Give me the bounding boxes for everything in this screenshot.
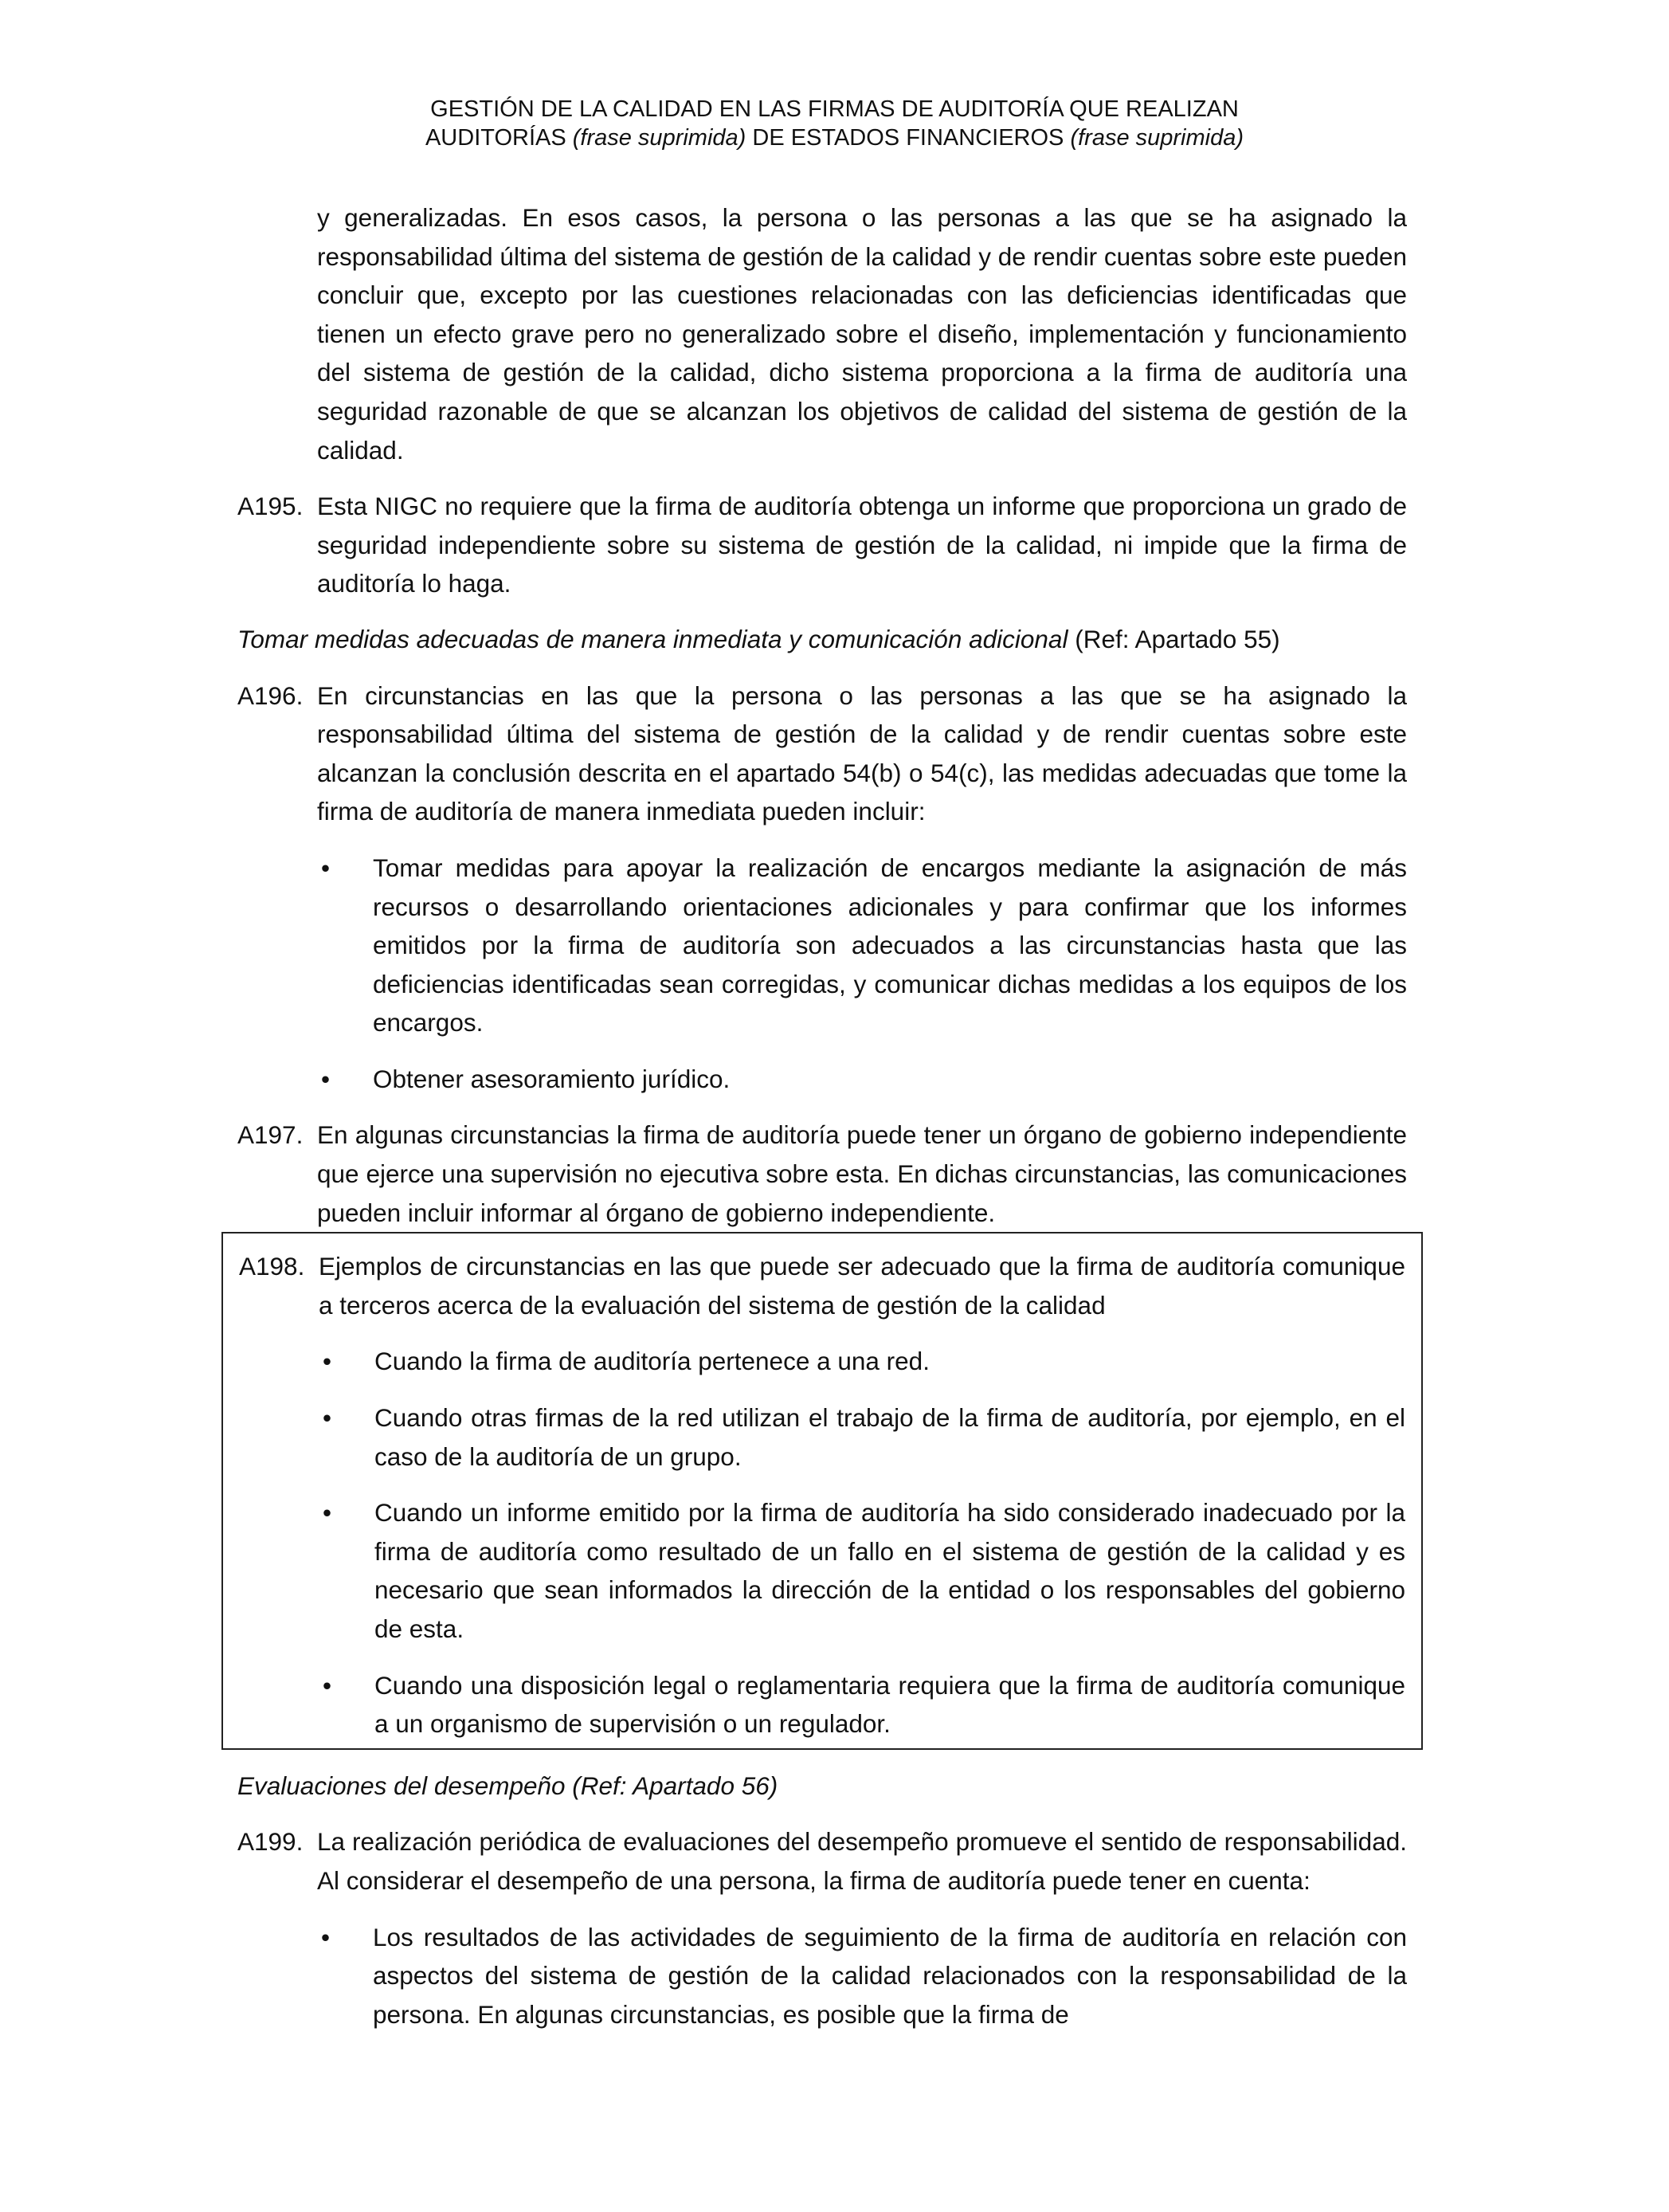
list-item-text: Obtener asesoramiento jurídico. (373, 1064, 731, 1093)
list-item-text: Cuando un informe emitido por la firma de auditoría ha sido considerado inadecuado por la firma de auditoría como resultado de un fallo en el sistema de gestión de la calidad y es necesario que sean informados la dirección de la entidad o los responsables del gobierno de esta. (374, 1498, 1405, 1643)
list-item (319, 1666, 1405, 1743)
header-text: DE ESTADOS FINANCIEROS (746, 125, 1071, 151)
header-italic: (frase suprimida) (572, 125, 746, 151)
list-item-text: Cuando la firma de auditoría pertenece a una red. (374, 1347, 930, 1376)
paragraph-number: A196. (237, 680, 304, 710)
paragraph-text: En circunstancias en las que la persona o las personas a las que se ha asignado la responsabilidad última del sistema de gestión de la calidad y de rendir cuentas sobre este alcanzan la conclusión descrita en el apartado 54(b) o 54(c), las medidas adecuadas que tome la firma de auditoría de manera inmediata pueden incluir: (317, 680, 1407, 826)
paragraph-text: En algunas circunstancias la firma de auditoría puede tener un órgano de gobierno independiente que ejerce una supervisión no ejecutiva sobre esta. En dichas circunstancias, las comunicaciones pueden incluir informar al órgano de gobierno independiente. (317, 1120, 1407, 1227)
intro-continuation: y generalizadas. En esos casos, la persona o las personas a las que se ha asignado la responsabilidad última del sistema de gestión de la calidad y de rendir cuentas sobre este pueden concluir que, excepto por las cuestiones relacionadas con las deficiencias identificadas que tienen un efecto grave pero no generalizado sobre el diseño, implementación y funcionamiento del sistema de gestión de la calidad, dicho sistema proporciona a la firma de auditoría una seguridad razonable de que se alcanzan los objetivos de calidad del sistema de gestión de la calidad. (317, 203, 1407, 465)
document-body (237, 198, 1407, 2034)
paragraph-text: Esta NIGC no requiere que la firma de auditoría obtenga un informe que proporciona un grado de seguridad independiente sobre su sistema de gestión de la calidad, ni impide que la firma de auditoría lo haga. (317, 492, 1407, 598)
paragraph-a195 (237, 487, 1407, 603)
bullet-icon: • (321, 1922, 331, 1951)
list-item (317, 849, 1407, 1042)
heading-italic: Tomar medidas adecuadas de manera inmediata y comunicación adicional (237, 624, 1068, 653)
list-item-text: Tomar medidas para apoyar la realización de encargos mediante la asignación de más recursos o desarrollando orientaciones adicionales y para confirmar que los informes emitidos por la firma de auditoría son adecuados a las circunstancias hasta que las deficiencias identificadas sean corregidas, y comunicar dichas medidas a los equipos de los encargos. (373, 853, 1407, 1037)
heading-italic: Evaluaciones del desempeño (Ref: Apartado 56) (237, 1771, 778, 1800)
paragraph-a199 (237, 1822, 1407, 1900)
list-item (319, 1342, 1405, 1381)
bullet-list (319, 1342, 1405, 1743)
paragraph-number: A198. (239, 1252, 305, 1281)
paragraph-number: A199. (237, 1827, 304, 1857)
list-item-text: Cuando una disposición legal o reglamentaria requiera que la firma de auditoría comunique a un organismo de supervisión o un regulador. (374, 1670, 1405, 1739)
paragraph-a197 (237, 1116, 1407, 1232)
list-item (317, 1060, 1407, 1099)
paragraph-number: A195. (237, 492, 304, 521)
list-item-text: Cuando otras firmas de la red utilizan el trabajo de la firma de auditoría, por ejemplo, en el caso de la auditoría de un grupo. (374, 1403, 1405, 1471)
list-item-text: Los resultados de las actividades de seguimiento de la firma de auditoría en relación con aspectos del sistema de gestión de la calidad relacionados con la responsabilidad de la persona. En algunas circunstancias, es posible que la firma de (373, 1922, 1407, 2029)
heading-ref: (Ref: Apartado 55) (1068, 624, 1280, 653)
bullet-icon: • (323, 1670, 332, 1700)
header-italic: (frase suprimida) (1070, 125, 1244, 151)
bullet-icon: • (323, 1403, 332, 1433)
paragraph-text: Ejemplos de circunstancias en las que puede ser adecuado que la firma de auditoría comunique a terceros acerca de la evaluación del sistema de gestión de la calidad (319, 1252, 1405, 1320)
bullet-icon: • (321, 1064, 331, 1093)
list-item (319, 1398, 1405, 1476)
list-item (319, 1493, 1405, 1648)
bullet-icon: • (321, 853, 331, 882)
header-line-1: GESTIÓN DE LA CALIDAD EN LAS FIRMAS DE AUDITORÍA QUE REALIZAN (430, 96, 1239, 122)
page-header (0, 95, 1669, 152)
bullet-list (317, 1918, 1407, 2034)
bullet-icon: • (323, 1347, 332, 1376)
paragraph-number: A197. (237, 1120, 304, 1150)
paragraph-text: La realización periódica de evaluaciones del desempeño promueve el sentido de responsabilidad. Al considerar el desempeño de una persona, la firma de auditoría puede tener en cuenta: (317, 1827, 1407, 1895)
section-heading-medidas (237, 620, 1407, 659)
boxed-paragraph-a198 (221, 1232, 1423, 1750)
header-text: AUDITORÍAS (425, 125, 573, 151)
paragraph-a196 (237, 677, 1407, 831)
list-item (317, 1918, 1407, 2034)
bullet-list (317, 849, 1407, 1099)
header-line-2 (0, 124, 1669, 152)
paragraph-a198 (239, 1247, 1405, 1324)
bullet-icon: • (323, 1498, 332, 1528)
section-heading-evaluaciones (237, 1767, 1407, 1806)
